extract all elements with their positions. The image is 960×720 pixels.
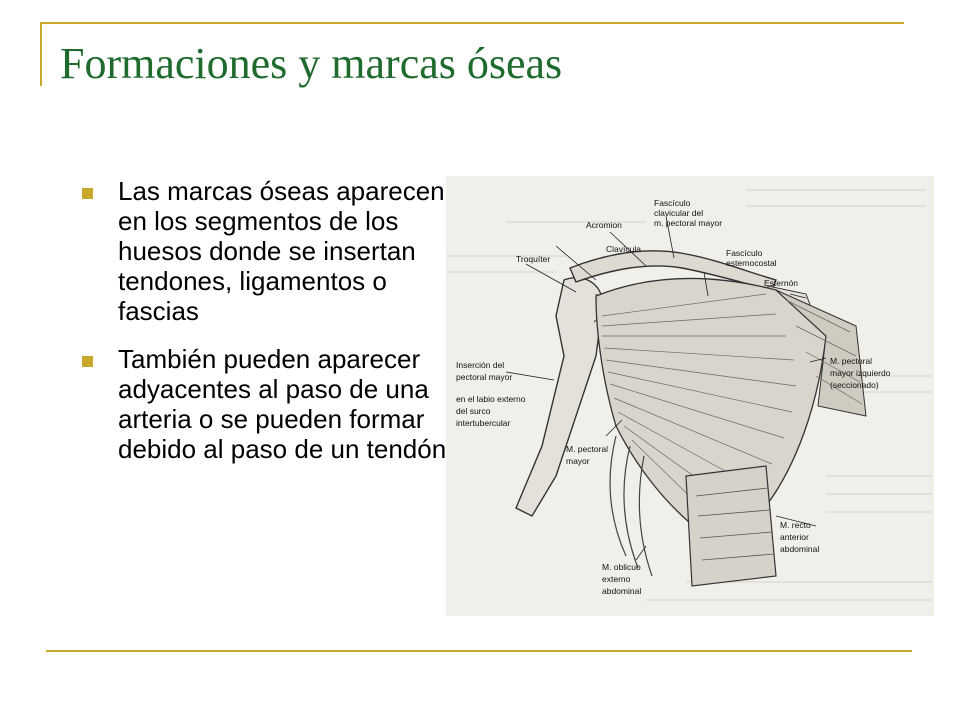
- label-acromion: Acromion: [586, 220, 622, 230]
- bullet-item: [82, 344, 462, 464]
- bullet-text: También pueden aparecer adyacentes al paso de una arteria o se pueden formar debido al paso de un tendón: [118, 344, 447, 464]
- label-clavicula: Clavícula: [606, 244, 641, 254]
- anatomy-figure: [446, 176, 934, 616]
- bullet-text: Las marcas óseas aparecen en los segmentos de los huesos donde se insertan tendones, ligamentos o fascias: [118, 176, 445, 326]
- label-labio-externo: en el labio externo del surco intertubercular: [456, 394, 526, 428]
- bullet-list: [82, 176, 462, 482]
- label-troquiter: Troquíter: [516, 254, 551, 264]
- bullet-square-icon: [82, 356, 93, 367]
- slide-title: Formaciones y marcas óseas: [60, 39, 563, 88]
- label-esternon: Esternón: [764, 278, 799, 288]
- label-fasciculo-esternocostal: Fascículo esternocostal: [726, 248, 777, 268]
- top-rule: [40, 22, 904, 24]
- bullet-item: [82, 176, 462, 326]
- label-pectoral-izquierdo: M. pectoral mayor izquierdo (seccionado): [830, 356, 891, 390]
- label-recto-anterior: M. recto anterior abdominal: [780, 520, 820, 554]
- bottom-rule: [46, 650, 912, 652]
- label-pectoral-mayor: M. pectoral mayor: [566, 444, 609, 466]
- left-rule: [40, 22, 42, 86]
- label-insercion: Inserción del pectoral mayor: [456, 360, 513, 382]
- label-fasciculo-clavicular: Fascículo clavicular del m. pectoral mayor: [654, 198, 723, 228]
- pectoral-illustration: [446, 176, 934, 616]
- bullet-square-icon: [82, 188, 93, 199]
- label-oblicuo-externo: M. oblicuo externo abdominal: [602, 562, 642, 596]
